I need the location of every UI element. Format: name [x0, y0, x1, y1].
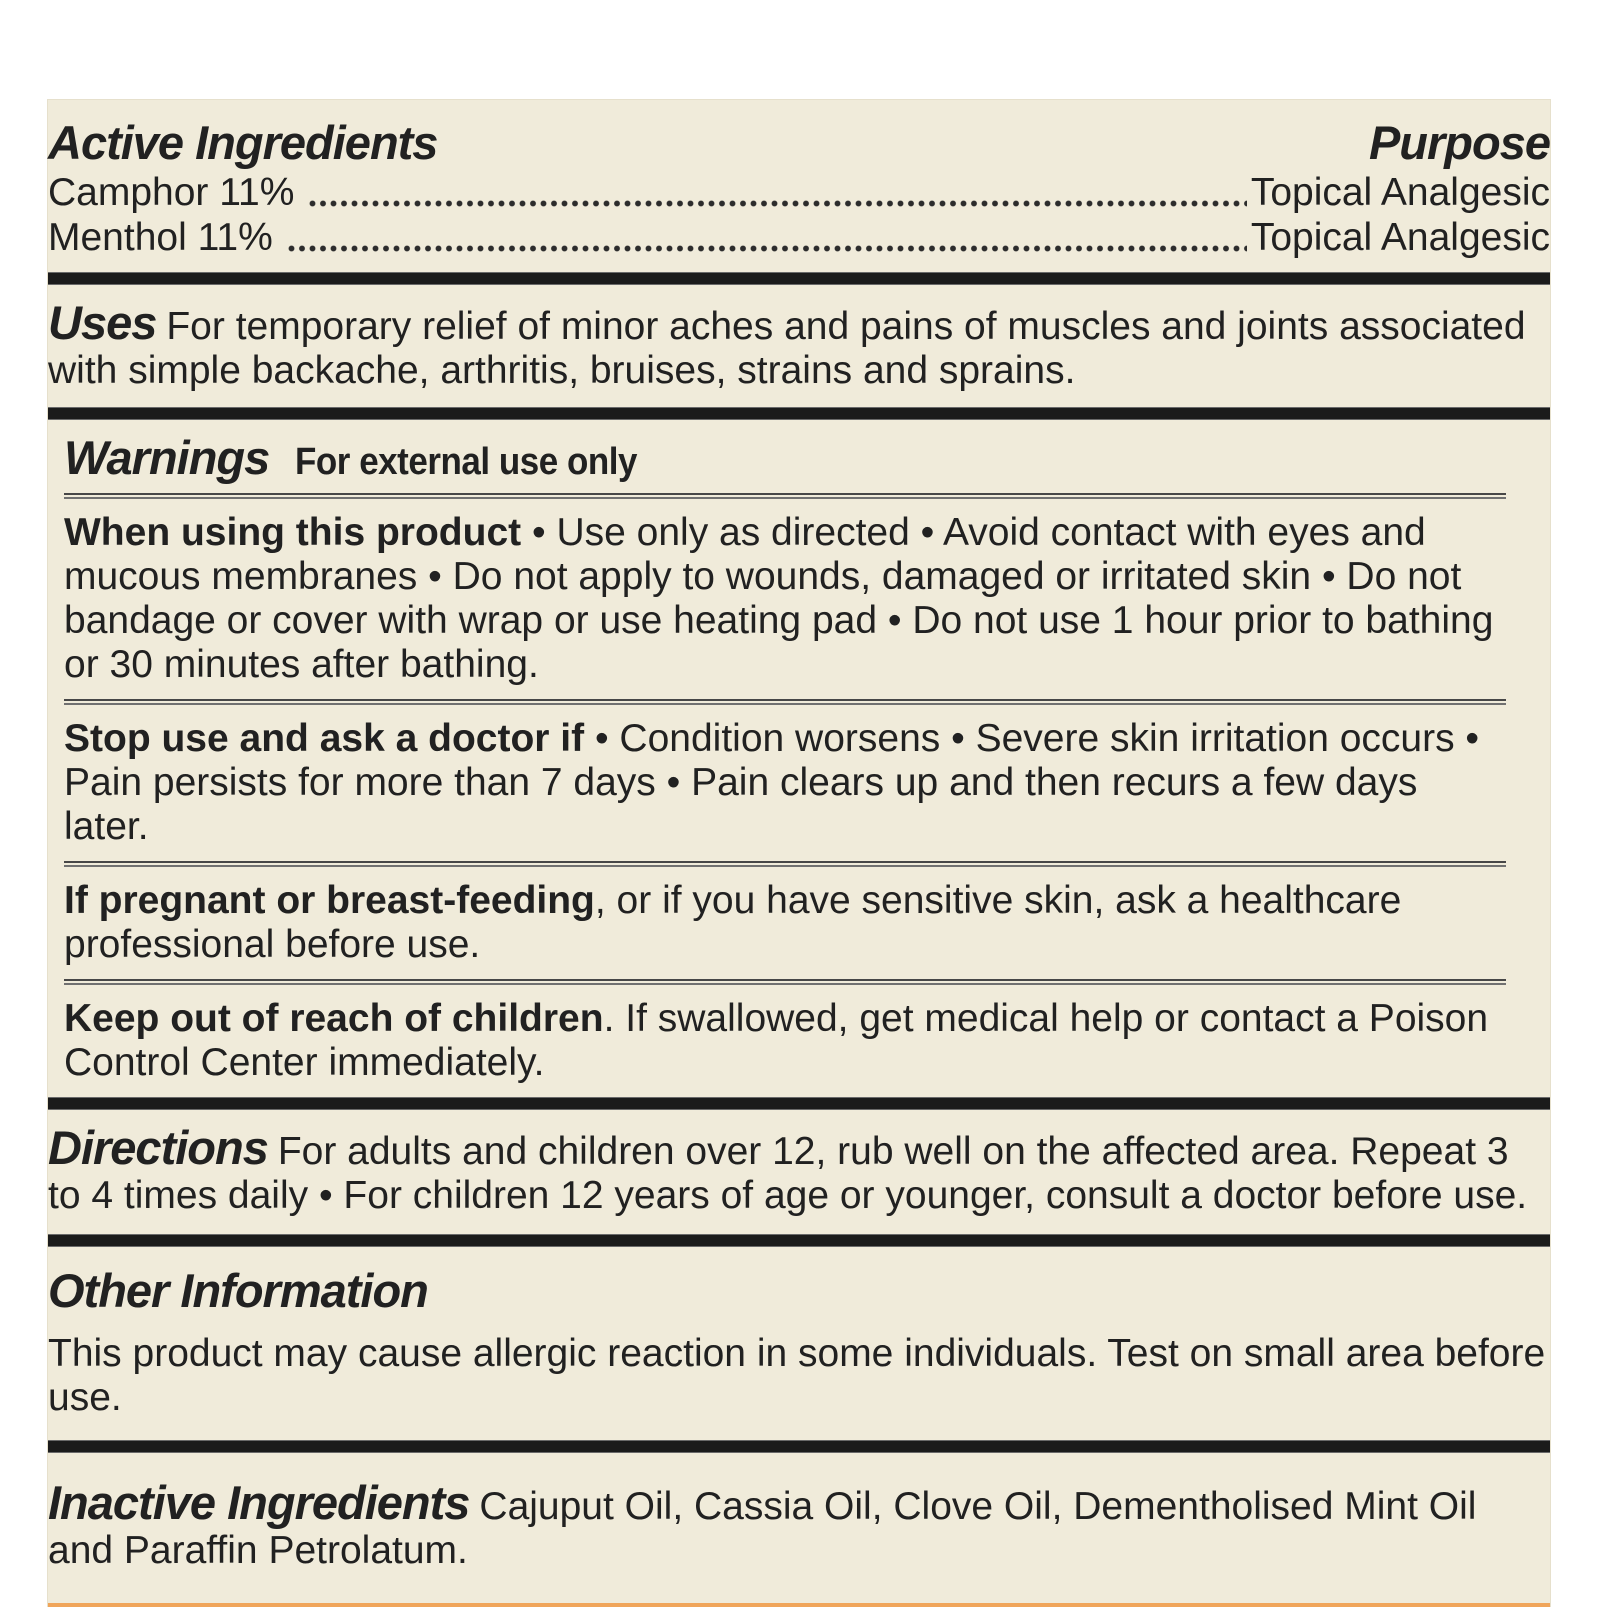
uses-body: For temporary relief of minor aches and pains of muscles and joints associated with simple backache, arthritis, bruises, strains and sprains.: [48, 305, 1526, 392]
warning-lead: If pregnant or breast-feeding: [64, 879, 595, 922]
warning-paragraph: [64, 717, 1506, 849]
inactive-ingredients-paragraph: [48, 1476, 1550, 1573]
ingredient-name: Camphor 11%: [48, 171, 295, 214]
active-ingredients-section: [48, 106, 1550, 272]
other-information-section: [48, 1247, 1550, 1440]
warning-paragraph: [64, 997, 1506, 1085]
warning-body: • Condition worsens • Severe skin irritation occurs • Pain persists for more than 7 days • Pain clears up and then recurs a few days later.: [64, 717, 1480, 848]
active-ingredients-heading: Active Ingredients: [48, 116, 438, 169]
warnings-heading: Warnings: [64, 431, 270, 484]
directions-section: [48, 1110, 1550, 1234]
dotted-leader: [287, 244, 1247, 253]
warning-body: , or if you have sensitive skin, ask a healthcare professional before use.: [64, 879, 1402, 966]
uses-paragraph: [48, 296, 1550, 393]
warnings-section: [48, 420, 1550, 493]
warnings-divider: [64, 493, 1506, 499]
ingredient-name: Menthol 11%: [48, 216, 273, 259]
warning-lead: Keep out of reach of children: [64, 997, 604, 1040]
inactive-ingredients-section: [48, 1453, 1550, 1603]
ingredient-row-menthol: [48, 215, 1550, 260]
warning-body: . If swallowed, get medical help or contact a Poison Control Center immediately.: [64, 997, 1489, 1084]
warning-keep-out: [48, 997, 1550, 1085]
warning-lead: Stop use and ask a doctor if: [64, 717, 585, 760]
drug-facts-label: [48, 100, 1550, 1607]
inactive-ingredients-heading: Inactive Ingredients: [48, 1476, 470, 1529]
warning-when-using: [48, 511, 1550, 687]
warning-pregnant: [48, 879, 1550, 967]
warnings-divider: [64, 861, 1506, 867]
warning-body: • Use only as directed • Avoid contact with eyes and mucous membranes • Do not apply to wounds, damaged or irritated skin • Do not bandage or cover with wrap or use heating pad • Do not use 1 hour prior to bathing or 30 minutes after bathing.: [64, 511, 1494, 686]
section-divider: [48, 272, 1550, 285]
purpose-heading: Purpose: [1368, 116, 1550, 169]
warnings-divider: [64, 699, 1506, 705]
warning-paragraph: [64, 511, 1506, 687]
section-divider: [48, 1097, 1550, 1110]
other-information-body: This product may cause allergic reaction in some individuals. Test on small area before use.: [48, 1332, 1546, 1419]
warnings-divider: [64, 979, 1506, 985]
active-ingredients-header-row: [48, 116, 1550, 170]
ingredient-purpose: Topical Analgesic: [1250, 216, 1550, 259]
section-divider: [48, 407, 1550, 420]
warnings-header: [64, 420, 1506, 493]
uses-heading: Uses: [48, 296, 157, 349]
ingredient-row-camphor: [48, 170, 1550, 215]
uses-section: [48, 285, 1550, 407]
section-divider: [48, 1234, 1550, 1247]
warning-paragraph: [64, 879, 1506, 967]
directions-body: For adults and children over 12, rub well on the affected area. Repeat 3 to 4 times daily • For children 12 years of age or younger, consult a doctor before use.: [48, 1130, 1528, 1217]
warning-stop-use: [48, 717, 1550, 849]
warning-lead: When using this product: [64, 511, 522, 554]
inactive-ingredients-body: Cajuput Oil, Cassia Oil, Clove Oil, Dementholised Mint Oil and Paraffin Petrolatum.: [48, 1485, 1477, 1572]
directions-heading: Directions: [48, 1121, 268, 1174]
warnings-subheading: For external use only: [295, 441, 638, 483]
other-information-heading: Other Information: [48, 1264, 428, 1317]
dotted-leader: [308, 199, 1246, 208]
ingredient-purpose: Topical Analgesic: [1250, 171, 1550, 214]
directions-paragraph: [48, 1121, 1550, 1218]
section-divider: [48, 1440, 1550, 1453]
